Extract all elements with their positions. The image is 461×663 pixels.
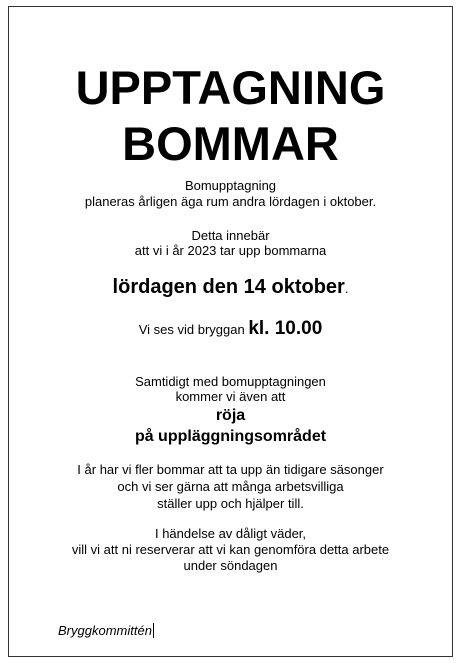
weather-line-2: vill vi att ni reserverar att vi kan genomföra detta arbete [71,542,390,557]
signature-text: Bryggkommittén [58,623,152,638]
clearing-bold-2: på uppläggningsområdet [134,428,327,445]
volunteers-line-2: och vi ser gärna att många arbetsvilliga [117,479,344,494]
intro-line-2: planeras årligen äga rum andra lördagen i oktober. [84,194,377,209]
meeting-time: kl. 10.00 [248,318,323,339]
text-cursor-icon [153,623,154,638]
meeting-line [9,318,452,341]
event-date-text: lördagen den 14 oktober [112,276,345,298]
detail-line-2: att vi i år 2023 tar upp bommarna [134,243,327,258]
clearing-line-2: kommer vi även att [175,389,286,404]
document-page [8,6,453,657]
clearing-line-1: Samtidigt med bomupptagningen [135,374,326,389]
event-date [9,275,452,301]
volunteers-line-3: ställer upp och hjälper till. [157,496,304,511]
meeting-place: Vi ses vid bryggan [138,322,245,337]
weather-line-1: I händelse av dåligt väder, [154,526,307,541]
intro-line-1: Bomupptagning [184,178,277,193]
volunteers-line-1: I år har vi fler bommar att ta upp än tidigare säsonger [77,462,384,477]
signature[interactable] [58,623,154,639]
event-date-suffix: . [344,281,349,296]
detail-line-1: Detta innebär [191,228,270,243]
title-line-2: BOMMAR [122,117,339,170]
weather-line-3: under söndagen [183,558,278,573]
title-line-1: UPPTAGNING [75,61,386,114]
clearing-bold-1: röja [215,407,246,424]
